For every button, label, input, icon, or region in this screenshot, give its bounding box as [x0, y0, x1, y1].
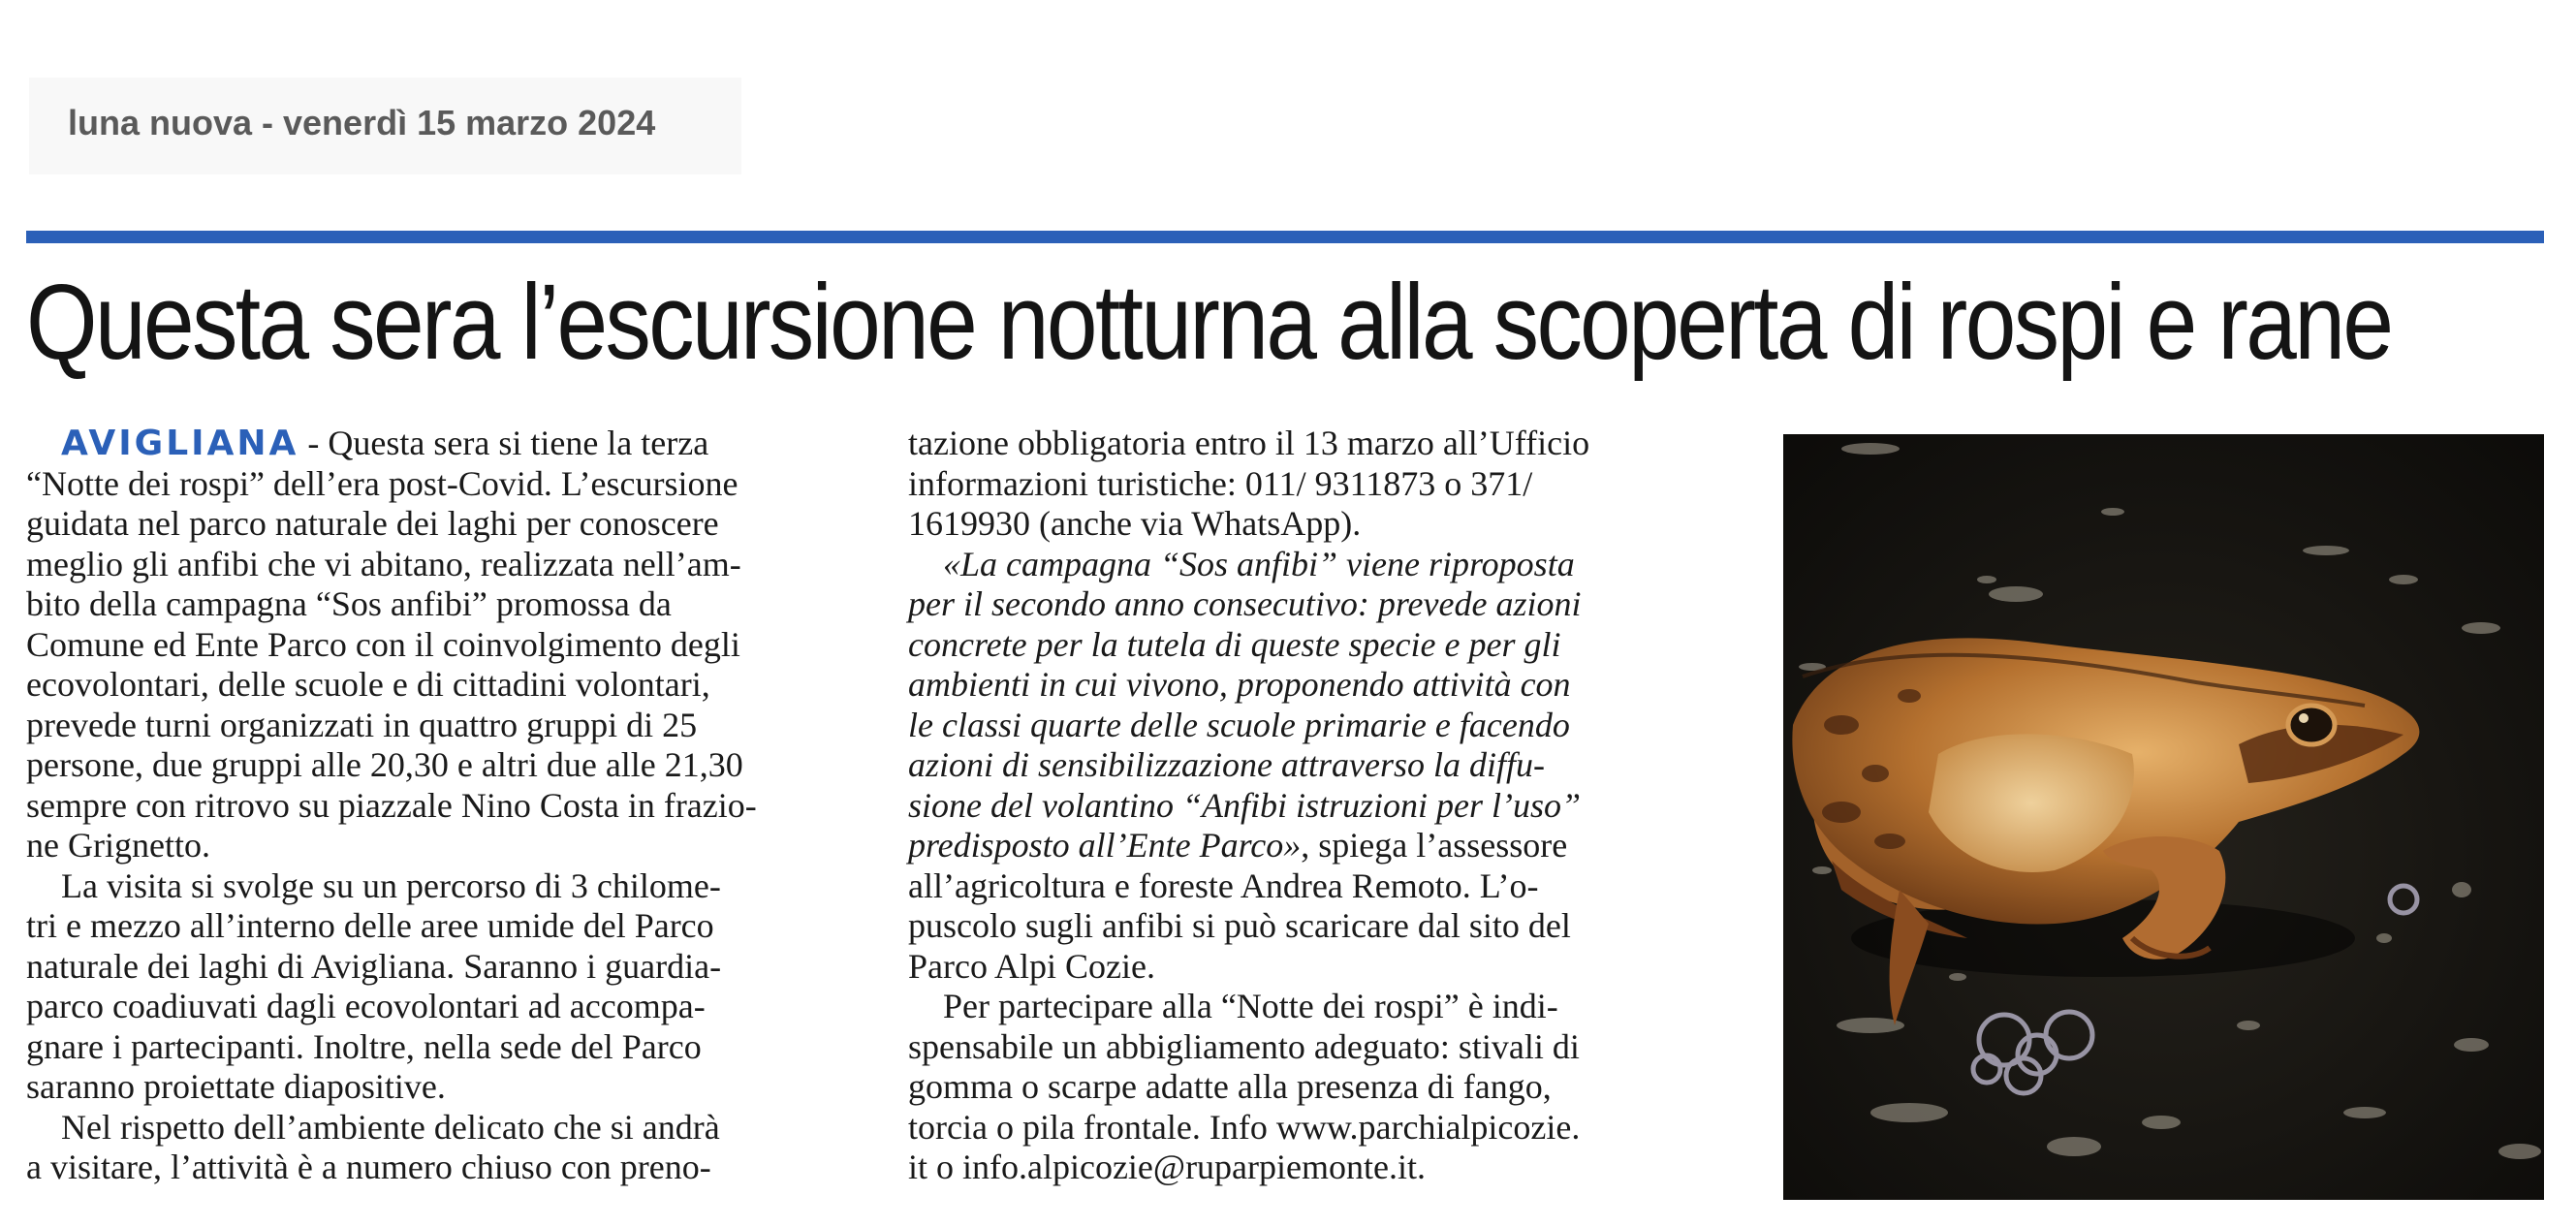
text-line: meglio gli anfibi che vi abitano, realizzata nell’am-	[26, 544, 741, 583]
text-line: gnare i partecipanti. Inoltre, nella sede del Parco	[26, 1026, 702, 1066]
text-line: guidata nel parco naturale dei laghi per conoscere	[26, 504, 719, 543]
text-line: parco coadiuvati dagli ecovolontari ad accompa-	[26, 987, 706, 1025]
text-line: saranno proiettate diapositive.	[26, 1067, 446, 1106]
article-column-1	[26, 424, 757, 1188]
quote-line: per il secondo anno consecutivo: prevede azioni	[908, 584, 1582, 623]
quote-line: «La campagna “Sos anfibi” viene riproposta	[943, 544, 1575, 583]
text-line: persone, due gruppi alle 20,30 e altri due alle 21,30	[26, 745, 743, 784]
article-column-2	[908, 424, 1589, 1188]
text-line: gomma o scarpe adatte alla presenza di fango,	[908, 1067, 1552, 1106]
text-line: spensabile un abbigliamento adeguato: stivali di	[908, 1026, 1580, 1066]
dateline: AVIGLIANA	[61, 424, 299, 463]
text-line: predisposto all’Ente Parco», spiega l’assessore	[908, 826, 1568, 865]
section-rule	[26, 231, 2544, 243]
quote-line: sione del volantino “Anfibi istruzioni per l’uso”	[908, 785, 1582, 825]
text-line: tazione obbligatoria entro il 13 marzo all’Ufficio	[908, 424, 1590, 462]
text-line: Comune ed Ente Parco con il coinvolgimento degli	[26, 624, 740, 664]
text-line: torcia o pila frontale. Info www.parchialpicozie.	[908, 1107, 1581, 1147]
text-line: tri e mezzo all’interno delle aree umide del Parco	[26, 906, 714, 945]
headline: Questa sera l’escursione notturna alla scoperta di rospi e rane	[26, 263, 2392, 382]
quote-line: concrete per la tutela di queste specie e per gli	[908, 624, 1561, 664]
text-line: it o info.alpicozie@ruparpiemonte.it.	[908, 1148, 1426, 1186]
text-line: Parco Alpi Cozie.	[908, 946, 1155, 986]
frog-photo	[1783, 434, 2544, 1200]
quote-line: ambienti in cui vivono, proponendo attività con	[908, 665, 1571, 704]
text-line: ne Grignetto.	[26, 826, 210, 865]
text-line: puscolo sugli anfibi si può scaricare dal sito del	[908, 906, 1571, 945]
text-line: informazioni turistiche: 011/ 9311873 o 371/	[908, 463, 1533, 503]
text-line: La visita si svolge su un percorso di 3 chilome-	[61, 865, 721, 905]
text-line: a visitare, l’attività è a numero chiuso con preno-	[26, 1148, 711, 1186]
text-line: sempre con ritrovo su piazzale Nino Costa in frazio-	[26, 785, 757, 825]
quote-line: azioni di sensibilizzazione attraverso la diffu-	[908, 745, 1546, 784]
text-line: all’agricoltura e foreste Andrea Remoto. L’o-	[908, 865, 1539, 905]
text-line: prevede turni organizzati in quattro gruppi di 25	[26, 705, 698, 744]
text-line: Nel rispetto dell’ambiente delicato che si andrà	[61, 1107, 720, 1147]
text-line: Per partecipare alla “Notte dei rospi” è indi-	[943, 987, 1558, 1025]
text-line: AVIGLIANA - Questa sera si tiene la terza	[61, 424, 709, 463]
quote-line: le classi quarte delle scuole primarie e facendo	[908, 705, 1570, 744]
text-line: ecovolontari, delle scuole e di cittadini volontari,	[26, 665, 710, 704]
text-line: “Notte dei rospi” dell’era post-Covid. L’escursione	[26, 463, 738, 503]
text-line: 1619930 (anche via WhatsApp).	[908, 504, 1362, 543]
text-line: naturale dei laghi di Avigliana. Saranno i guardia-	[26, 946, 722, 986]
masthead: luna nuova - venerdì 15 marzo 2024	[68, 103, 656, 142]
text-line: bito della campagna “Sos anfibi” promossa da	[26, 584, 672, 623]
